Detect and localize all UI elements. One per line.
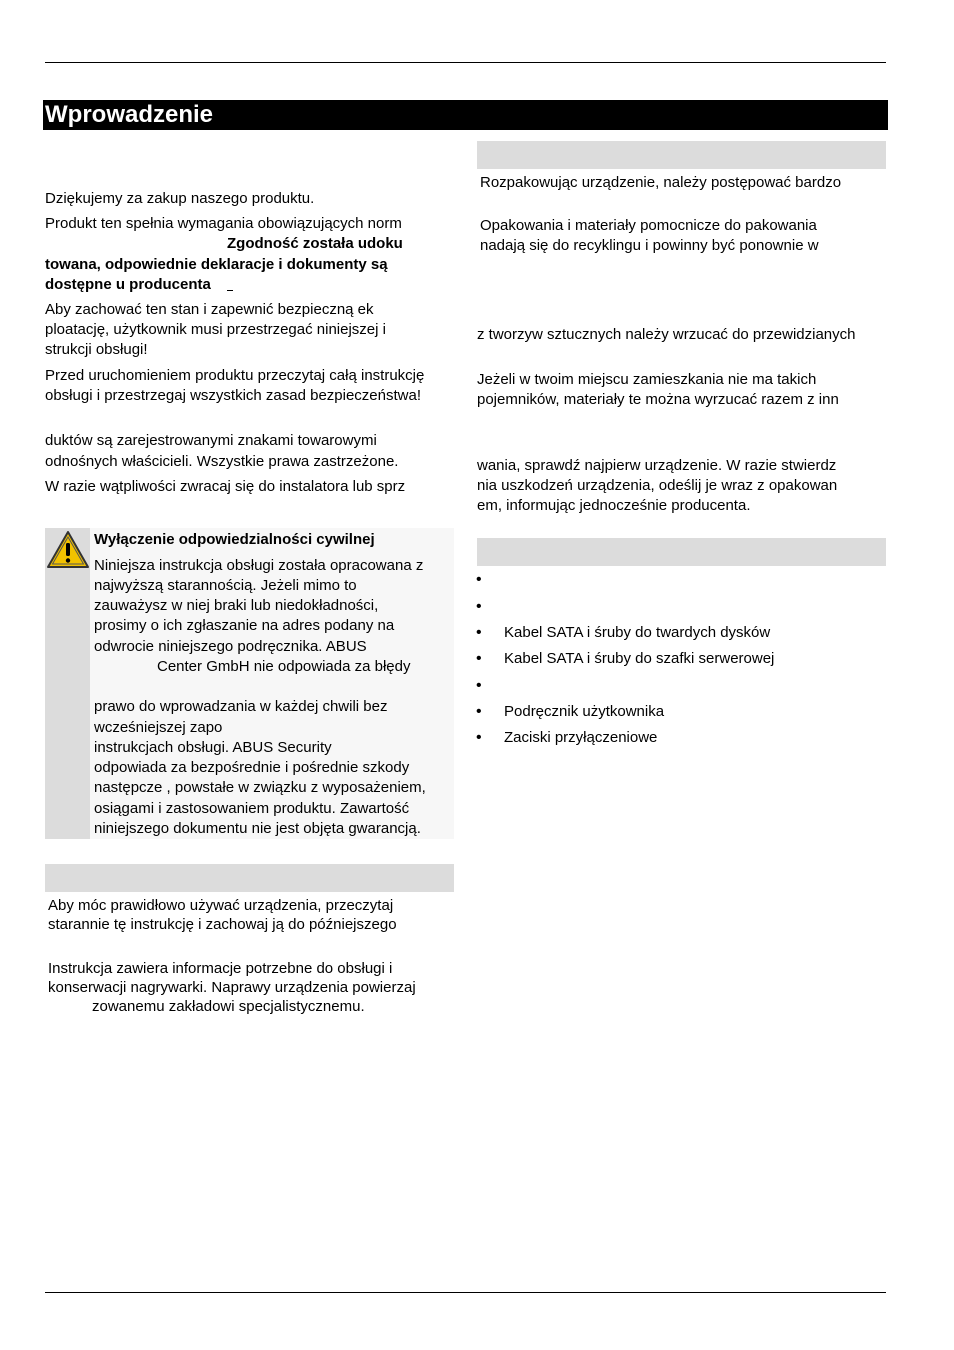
section-title-bar <box>43 100 888 130</box>
bottom-rule <box>45 1292 886 1293</box>
safe-use-line-3: strukcji obsługi! <box>45 341 148 358</box>
bullet-icon: • <box>476 624 482 641</box>
disclaimer-line: osiągami i zastosowaniem produktu. Zawartość <box>94 800 410 817</box>
disclaimer-line: zauważysz w niej braki lub niedokładności, <box>94 597 379 614</box>
usage-line-1: Aby móc prawidłowo używać urządzenia, przeczytaj <box>48 897 394 914</box>
underline-stub <box>227 290 233 291</box>
disclaimer-line: wcześniejszej zapo <box>94 719 223 736</box>
norms-line-4: dostępne u producenta <box>45 276 211 293</box>
read-manual-line-1: Przed uruchomieniem produktu przeczytaj całą instrukcję <box>45 367 425 384</box>
questions-text: W razie wątpliwości zwracaj się do instalatora lub sprz <box>45 478 406 495</box>
contents-item: Kabel SATA i śruby do szafki serwerowej <box>504 650 775 667</box>
usage-line-5: zowanemu zakładowi specjalistycznemu. <box>92 998 365 1015</box>
unpack-line: wania, sprawdź najpierw urządzenie. W razie stwierdz <box>477 457 837 474</box>
usage-line-4: konserwacji nagrywarki. Naprawy urządzenia powierzaj <box>48 979 416 996</box>
contents-item: Podręcznik użytkownika <box>504 703 665 720</box>
disclaimer-line: niniejszego dokumentu nie jest objęta gwarancją. <box>94 820 421 837</box>
top-rule <box>45 62 886 63</box>
thanks-text: Dziękujemy za zakup naszego produktu. <box>45 190 315 207</box>
contents-item: Kabel SATA i śruby do twardych dysków <box>504 624 771 641</box>
bullet-icon: • <box>476 703 482 720</box>
unpack-line: pojemników, materiały te można wyrzucać razem z inn <box>477 391 839 408</box>
bullet-icon: • <box>476 571 482 588</box>
disclaimer-line: Niniejsza instrukcja obsługi została opracowana z <box>94 557 424 574</box>
unpack-line: nia uszkodzeń urządzenia, odeślij je wraz z opakowan <box>477 477 838 494</box>
right-section-bar-1 <box>477 141 886 169</box>
disclaimer-strip <box>45 528 90 839</box>
disclaimer-line: najwyższą starannością. Jeżeli mimo to <box>94 577 357 594</box>
trademark-line-1: duktów są zarejestrowanymi znakami towarowymi <box>45 432 377 449</box>
disclaimer-line: prosimy o ich zgłaszanie na adres podany na <box>94 617 395 634</box>
unpack-line: Opakowania i materiały pomocnicze do pakowania <box>480 217 817 234</box>
safe-use-line-2: ploatację, użytkownik musi przestrzegać niniejszej i <box>45 321 386 338</box>
left-section-bar <box>45 864 454 892</box>
read-manual-line-2: obsługi i przestrzegaj wszystkich zasad bezpieczeństwa! <box>45 387 422 404</box>
bullet-icon: • <box>476 677 482 694</box>
disclaimer-line: instrukcjach obsługi. ABUS Security <box>94 739 332 756</box>
unpack-line: nadają się do recyklingu i powinny być ponownie w <box>480 237 819 254</box>
bullet-icon: • <box>476 598 482 615</box>
disclaimer-line: prawo do wprowadzania w każdej chwili bez <box>94 698 388 715</box>
bullet-icon: • <box>476 650 482 667</box>
trademark-line-2: odnośnych właścicieli. Wszystkie prawa zastrzeżone. <box>45 453 399 470</box>
disclaimer-line: następcze , powstałe w związku z wyposażeniem, <box>94 779 426 796</box>
contents-item: Zaciski przyłączeniowe <box>504 729 658 746</box>
bullet-icon: • <box>476 729 482 746</box>
unpack-line: z tworzyw sztucznych należy wrzucać do przewidzianych <box>477 326 856 343</box>
usage-line-2: starannie tę instrukcję i zachowaj ją do późniejszego <box>48 916 397 933</box>
unpack-line: Jeżeli w twoim miejscu zamieszkania nie ma takich <box>477 371 817 388</box>
page-title: Wprowadzenie <box>45 101 214 128</box>
norms-line-3: towana, odpowiednie deklaracje i dokumenty są <box>45 256 388 273</box>
disclaimer-line: odwrocie niniejszego podręcznika. ABUS <box>94 638 367 655</box>
safe-use-line-1: Aby zachować ten stan i zapewnić bezpieczną ek <box>45 301 374 318</box>
norms-line-2: Zgodność została udoku <box>227 235 403 252</box>
warning-triangle-icon <box>46 530 90 570</box>
unpack-line: Rozpakowując urządzenie, należy postępować bardzo <box>480 174 842 191</box>
norms-line-1: Produkt ten spełnia wymagania obowiązujących norm <box>45 215 402 232</box>
disclaimer-line: odpowiada za bezpośrednie i pośrednie szkody <box>94 759 410 776</box>
disclaimer-line: Center GmbH nie odpowiada za błędy <box>157 658 411 675</box>
right-section-bar-2 <box>477 538 886 566</box>
unpack-line: em, informując jednocześnie producenta. <box>477 497 751 514</box>
usage-line-3: Instrukcja zawiera informacje potrzebne do obsługi i <box>48 960 393 977</box>
disclaimer-heading: Wyłączenie odpowiedzialności cywilnej <box>94 531 375 548</box>
